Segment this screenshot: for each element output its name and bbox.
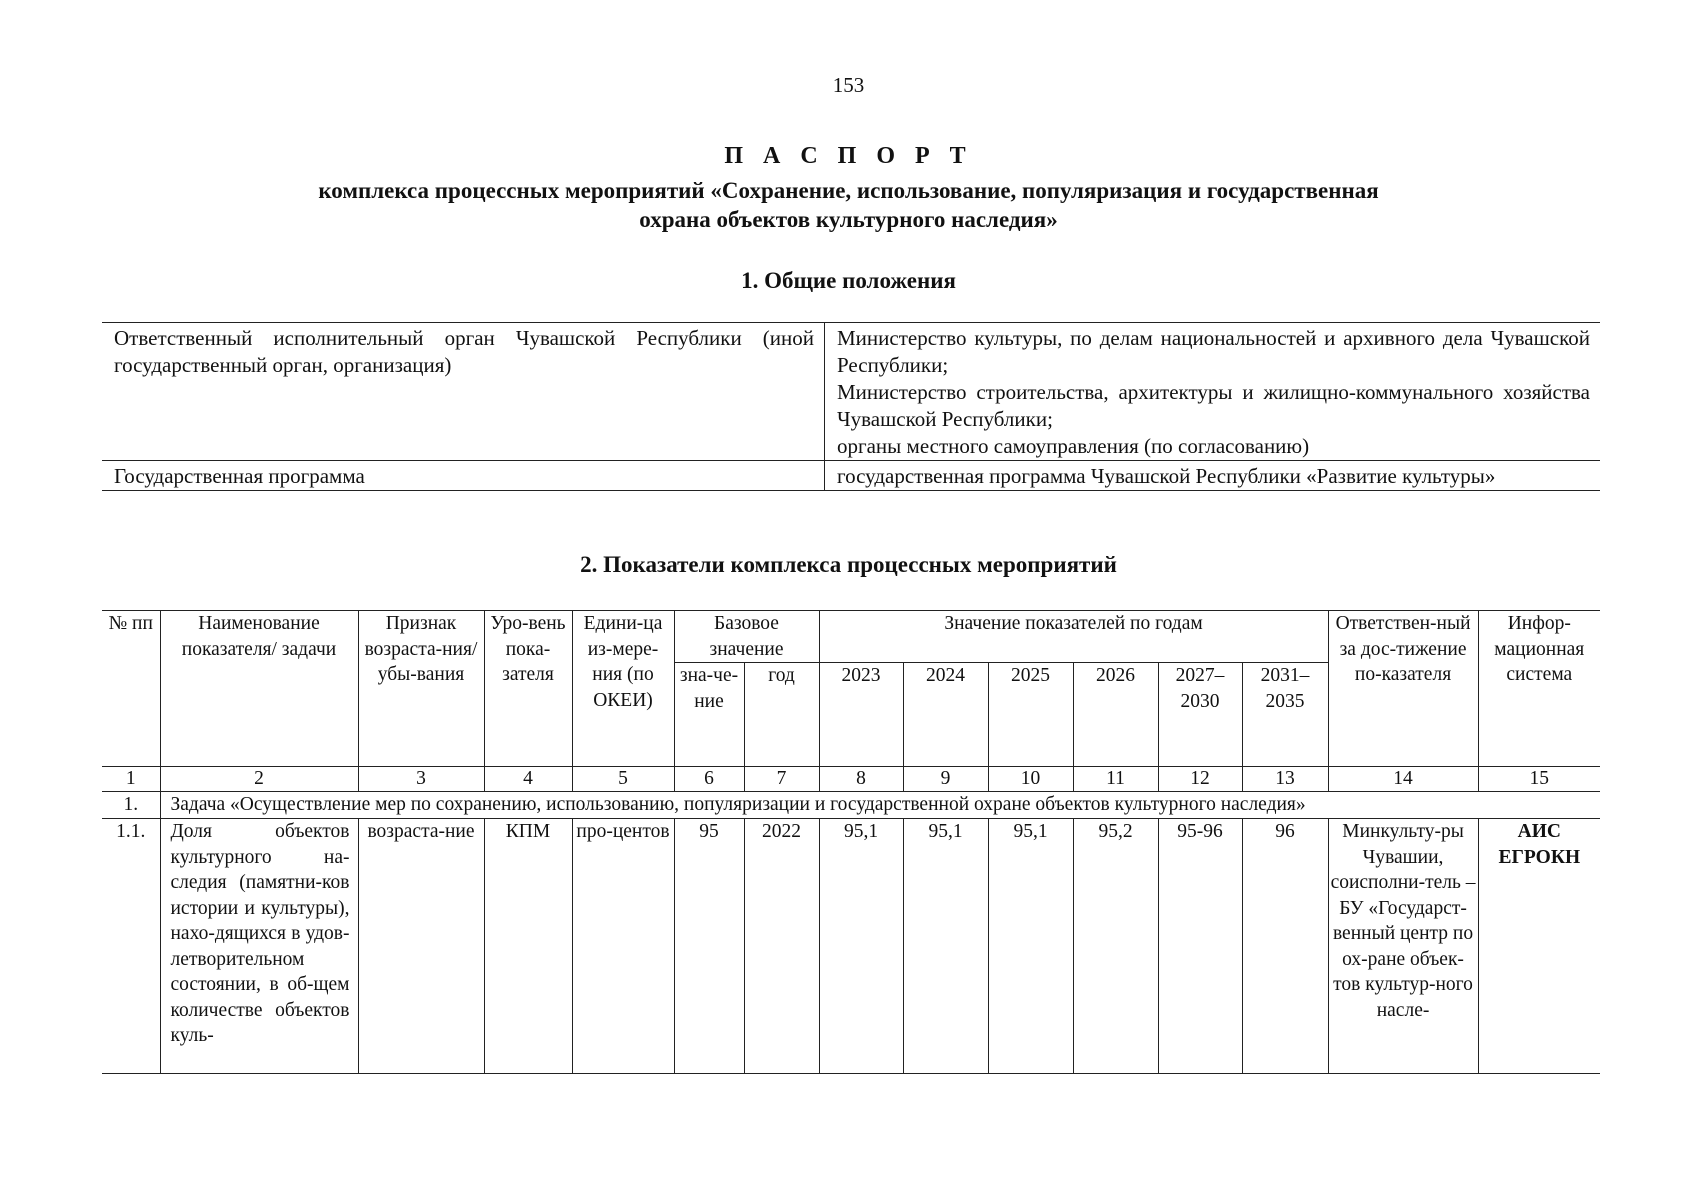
indicator-unit: про-центов — [572, 819, 674, 1074]
state-program-label: Государственная программа — [102, 461, 825, 491]
indicator-base-year: 2022 — [744, 819, 819, 1074]
responsible-body-value — [825, 323, 1601, 461]
column-number: 10 — [988, 767, 1073, 792]
general-row-program — [102, 461, 1600, 491]
responsible-value-line: органы местного самоуправления (по согласованию) — [837, 434, 1310, 458]
header-year: 2026 — [1073, 663, 1158, 767]
column-number: 5 — [572, 767, 674, 792]
general-provisions-table — [102, 322, 1600, 491]
header-base-year: год — [744, 663, 819, 767]
indicator-name: Доля объектов культурного на-следия (памятни-ков истории и культуры), нахо-дящихся в удов-летворительном состоянии, в об-щем количестве объектов куль- — [160, 819, 358, 1074]
column-number: 6 — [674, 767, 744, 792]
header-year: 2025 — [988, 663, 1073, 767]
header-num: № пп — [102, 611, 160, 767]
header-responsible: Ответствен-ный за дос-тижение по-казателя — [1328, 611, 1478, 767]
header-years-group: Значение показателей по годам — [819, 611, 1328, 663]
header-year: 2023 — [819, 663, 903, 767]
indicator-value-2031-2035: 96 — [1242, 819, 1328, 1074]
indicator-trend: возраста-ние — [358, 819, 484, 1074]
state-program-value-line: государственная программа Чувашской Республики «Развитие культуры» — [837, 464, 1496, 488]
task-num: 1. — [102, 792, 160, 819]
section-2-heading: 2. Показатели комплекса процессных мероприятий — [580, 552, 1117, 577]
subtitle-line-2: охрана объектов культурного наследия» — [639, 207, 1058, 232]
column-number: 8 — [819, 767, 903, 792]
column-number-row — [102, 767, 1600, 792]
subtitle-line-1: комплекса процессных мероприятий «Сохранение, использование, популяризация и государственная — [318, 178, 1379, 203]
responsible-value-line: Министерство строительства, архитектуры и жилищно-коммунального хозяйства Чувашской Республики; — [837, 380, 1590, 431]
indicators-table — [102, 610, 1600, 1074]
responsible-value-line: Министерство культуры, по делам национальностей и архивного дела Чувашской Республики; — [837, 326, 1590, 377]
column-number: 12 — [1158, 767, 1242, 792]
header-base-value-value: зна-че-ние — [674, 663, 744, 767]
indicator-base-value: 95 — [674, 819, 744, 1074]
state-program-value — [825, 461, 1601, 491]
indicator-responsible: Минкульту-ры Чувашии, соисполни-тель – БУ «Государст-венный центр по ох-ране объек-тов культур-ного насле- — [1328, 819, 1478, 1074]
indicator-value-2025: 95,1 — [988, 819, 1073, 1074]
section-1-heading: 1. Общие положения — [741, 268, 956, 293]
header-unit: Едини-ца из-мере-ния (по ОКЕИ) — [572, 611, 674, 767]
indicator-value-2027-2030: 95-96 — [1158, 819, 1242, 1074]
header-year: 2027–2030 — [1158, 663, 1242, 767]
indicator-value-2026: 95,2 — [1073, 819, 1158, 1074]
column-number: 9 — [903, 767, 988, 792]
indicator-value-2024: 95,1 — [903, 819, 988, 1074]
page-number: 153 — [832, 73, 865, 97]
header-year: 2031–2035 — [1242, 663, 1328, 767]
header-name: Наименование показателя/ задачи — [160, 611, 358, 767]
document-title: П А С П О Р Т — [724, 143, 973, 169]
column-number: 7 — [744, 767, 819, 792]
column-number: 13 — [1242, 767, 1328, 792]
responsible-body-label: Ответственный исполнительный орган Чувашской Республики (иной государственный орган, организация) — [102, 323, 825, 461]
indicator-num: 1.1. — [102, 819, 160, 1074]
task-text: Задача «Осуществление мер по сохранению, использованию, популяризации и государственной охране объектов культурного наследия» — [160, 792, 1600, 819]
column-number: 15 — [1478, 767, 1600, 792]
general-row-responsible — [102, 323, 1600, 461]
header-info-system: Инфор-мационная система — [1478, 611, 1600, 767]
column-number: 14 — [1328, 767, 1478, 792]
column-number: 11 — [1073, 767, 1158, 792]
document-subtitle — [190, 176, 1507, 234]
header-year: 2024 — [903, 663, 988, 767]
column-number: 3 — [358, 767, 484, 792]
header-row-1 — [102, 611, 1600, 663]
indicator-row — [102, 819, 1600, 1074]
indicator-info-system: АИС ЕГРОКН — [1478, 819, 1600, 1074]
header-trend: Признак возраста-ния/ убы-вания — [358, 611, 484, 767]
indicator-value-2023: 95,1 — [819, 819, 903, 1074]
column-number: 1 — [102, 767, 160, 792]
indicator-level: КПМ — [484, 819, 572, 1074]
header-base-value: Базовое значение — [674, 611, 819, 663]
column-number: 2 — [160, 767, 358, 792]
task-row — [102, 792, 1600, 819]
header-level: Уро-вень пока-зателя — [484, 611, 572, 767]
column-number: 4 — [484, 767, 572, 792]
